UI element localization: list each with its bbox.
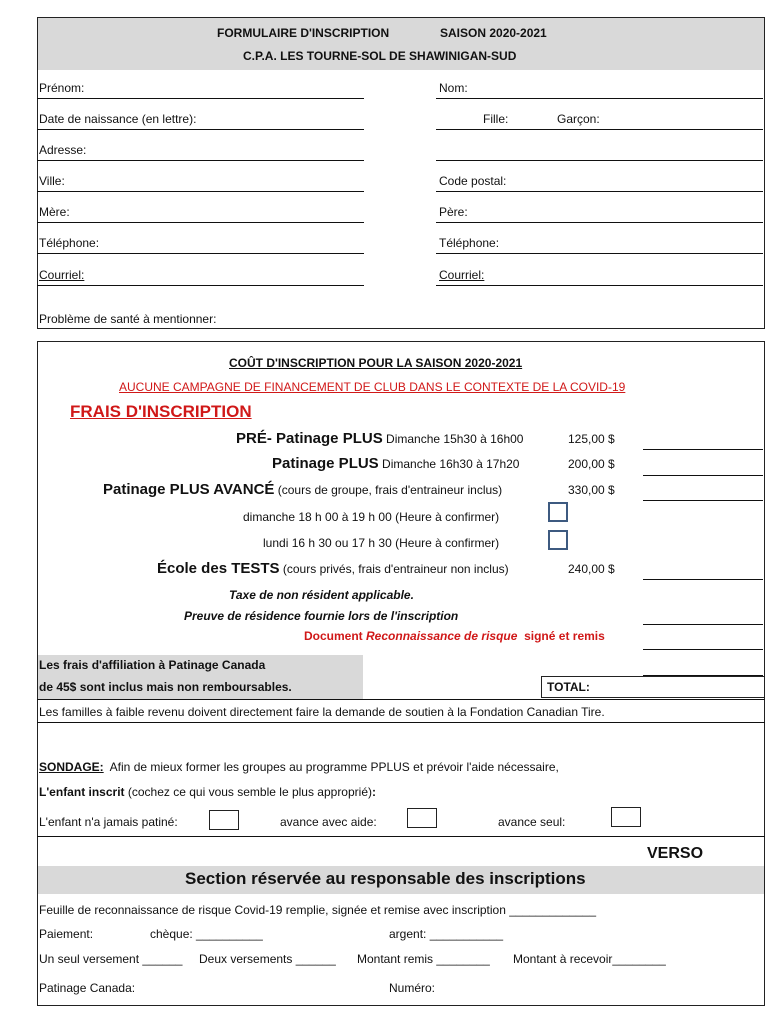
adresse-field[interactable] (37, 160, 364, 161)
ville-label: Ville: (39, 174, 65, 188)
feuille-line: Feuille de reconnaissance de risque Covid-19 remplie, signée et remise avec inscription _____________ (39, 903, 596, 917)
courriel-label-2: Courriel: (439, 268, 485, 282)
document-prefix: Document (304, 629, 367, 643)
item-name: Patinage PLUS (272, 455, 379, 472)
fille-label[interactable]: Fille: (483, 112, 509, 126)
enfant-inscrit-colon: : (372, 785, 376, 799)
faible-revenu-note: Les familles à faible revenu doivent directement faire la demande de soutien à la Fondation Canadian Tire. (39, 705, 605, 719)
telephone-field-2[interactable] (436, 253, 763, 254)
option-lundi-label: lundi 16 h 30 ou 17 h 30 (Heure à confirmer) (263, 536, 500, 550)
item-detail: (cours de groupe, frais d'entraineur inclus) (277, 483, 503, 497)
ville-field[interactable] (37, 191, 364, 192)
deux-versements-field[interactable]: Deux versements ______ (199, 952, 336, 966)
cheque-field[interactable]: chèque: __________ (150, 927, 263, 941)
document-note (304, 629, 605, 643)
affiliation-line-2: de 45$ sont inclus mais non remboursables. (39, 680, 292, 694)
option-lundi-checkbox[interactable] (548, 530, 568, 550)
preuve-note: Preuve de résidence fournie lors de l'inscription (184, 609, 459, 623)
faible-revenu-top-rule (37, 699, 765, 700)
item-amount-field[interactable] (643, 449, 763, 450)
reserved-title: Section réservée au responsable des inscriptions (185, 869, 586, 888)
numero-label: Numéro: (389, 981, 436, 995)
courriel-field-1[interactable] (37, 285, 364, 286)
club-name: C.P.A. LES TOURNE-SOL DE SHAWINIGAN-SUD (243, 49, 517, 63)
montant-recevoir-field[interactable]: Montant à recevoir________ (513, 952, 666, 966)
sondage-text: Afin de mieux former les groupes au programme PPLUS et prévoir l'aide nécessaire, (103, 760, 559, 774)
preuve-field[interactable] (643, 624, 763, 625)
taxe-note: Taxe de non résident applicable. (229, 588, 414, 602)
garcon-label[interactable]: Garçon: (557, 112, 600, 126)
enfant-inscrit-bold: L'enfant inscrit (39, 785, 125, 799)
item-amount-field[interactable] (643, 500, 763, 501)
adresse-label: Adresse: (39, 143, 87, 157)
mere-field[interactable] (37, 222, 364, 223)
document-field[interactable] (643, 649, 763, 650)
mere-label: Mère: (39, 205, 70, 219)
item-price: 200,00 $ (568, 457, 615, 471)
affiliation-line-1: Les frais d'affiliation à Patinage Canada (39, 658, 266, 672)
document-italic: Reconnaissance de risque (366, 629, 518, 643)
document-suffix: signé et remis (517, 629, 605, 643)
enfant-inscrit-rest: (cochez ce qui vous semble le plus approprié) (124, 785, 372, 799)
prenom-field[interactable] (37, 98, 364, 99)
sondage-bottom-rule (37, 836, 765, 837)
item-detail: Dimanche 16h30 à 17h20 (382, 457, 520, 471)
code-postal-field[interactable] (436, 191, 763, 192)
courriel-field-2[interactable] (436, 285, 763, 286)
item-detail: (cours privés, frais d'entraineur non inclus) (282, 562, 509, 576)
adresse-field-2[interactable] (436, 160, 763, 161)
sante-label: Problème de santé à mentionner: (39, 312, 217, 326)
option-dimanche-checkbox[interactable] (548, 502, 568, 522)
opt-jamais-label: L'enfant n'a jamais patiné: (39, 815, 178, 829)
nom-field[interactable] (436, 98, 763, 99)
un-seul-versement-field[interactable]: Un seul versement ______ (39, 952, 183, 966)
telephone-field-1[interactable] (37, 253, 364, 254)
item-patinage-plus (272, 455, 519, 472)
item-price: 330,00 $ (568, 483, 615, 497)
opt-jamais-checkbox[interactable] (209, 810, 239, 830)
item-name: PRÉ- Patinage PLUS (236, 430, 383, 447)
item-name: Patinage PLUS AVANCÉ (103, 481, 275, 498)
enfant-inscrit-line (39, 785, 376, 799)
patinage-canada-label: Patinage Canada: (39, 981, 136, 995)
telephone-label-2: Téléphone: (439, 236, 500, 250)
sexe-field (436, 129, 763, 130)
opt-seul-checkbox[interactable] (611, 807, 641, 827)
code-postal-label: Code postal: (439, 174, 507, 188)
item-price: 240,00 $ (568, 562, 615, 576)
paiement-label: Paiement: (39, 927, 94, 941)
telephone-label-1: Téléphone: (39, 236, 100, 250)
item-pre-patinage-plus (236, 430, 523, 447)
form-title: FORMULAIRE D'INSCRIPTION (217, 26, 390, 40)
opt-aide-label: avance avec aide: (280, 815, 377, 829)
item-amount-field[interactable] (643, 475, 763, 476)
item-ecole-des-tests (157, 560, 509, 577)
date-naissance-label: Date de naissance (en lettre): (39, 112, 197, 126)
cost-title: COÛT D'INSCRIPTION POUR LA SAISON 2020-2021 (229, 356, 523, 370)
faible-revenu-bottom-rule (37, 722, 765, 723)
item-amount-field[interactable] (643, 579, 763, 580)
item-detail: Dimanche 15h30 à 16h00 (386, 432, 524, 446)
courriel-label-1: Courriel: (39, 268, 85, 282)
opt-aide-checkbox[interactable] (407, 808, 437, 828)
pere-field[interactable] (436, 222, 763, 223)
montant-remis-field[interactable]: Montant remis ________ (357, 952, 490, 966)
covid-notice: AUCUNE CAMPAGNE DE FINANCEMENT DE CLUB DANS LE CONTEXTE DE LA COVID-19 (119, 380, 626, 394)
total-label: TOTAL: (547, 680, 590, 694)
item-name: École des TESTS (157, 560, 280, 577)
option-dimanche-label: dimanche 18 h 00 à 19 h 00 (Heure à confirmer) (243, 510, 500, 524)
date-naissance-field[interactable] (37, 129, 364, 130)
sondage-label: SONDAGE: (39, 760, 104, 774)
verso-label: VERSO (647, 845, 704, 862)
sondage-line (39, 760, 559, 774)
item-patinage-plus-avance (103, 481, 502, 498)
opt-seul-label: avance seul: (498, 815, 566, 829)
item-price: 125,00 $ (568, 432, 615, 446)
nom-label: Nom: (439, 81, 468, 95)
argent-field[interactable]: argent: ___________ (389, 927, 504, 941)
season-label: SAISON 2020-2021 (440, 26, 547, 40)
pere-label: Père: (439, 205, 468, 219)
frais-heading: FRAIS D'INSCRIPTION (70, 402, 252, 421)
prenom-label: Prénom: (39, 81, 85, 95)
